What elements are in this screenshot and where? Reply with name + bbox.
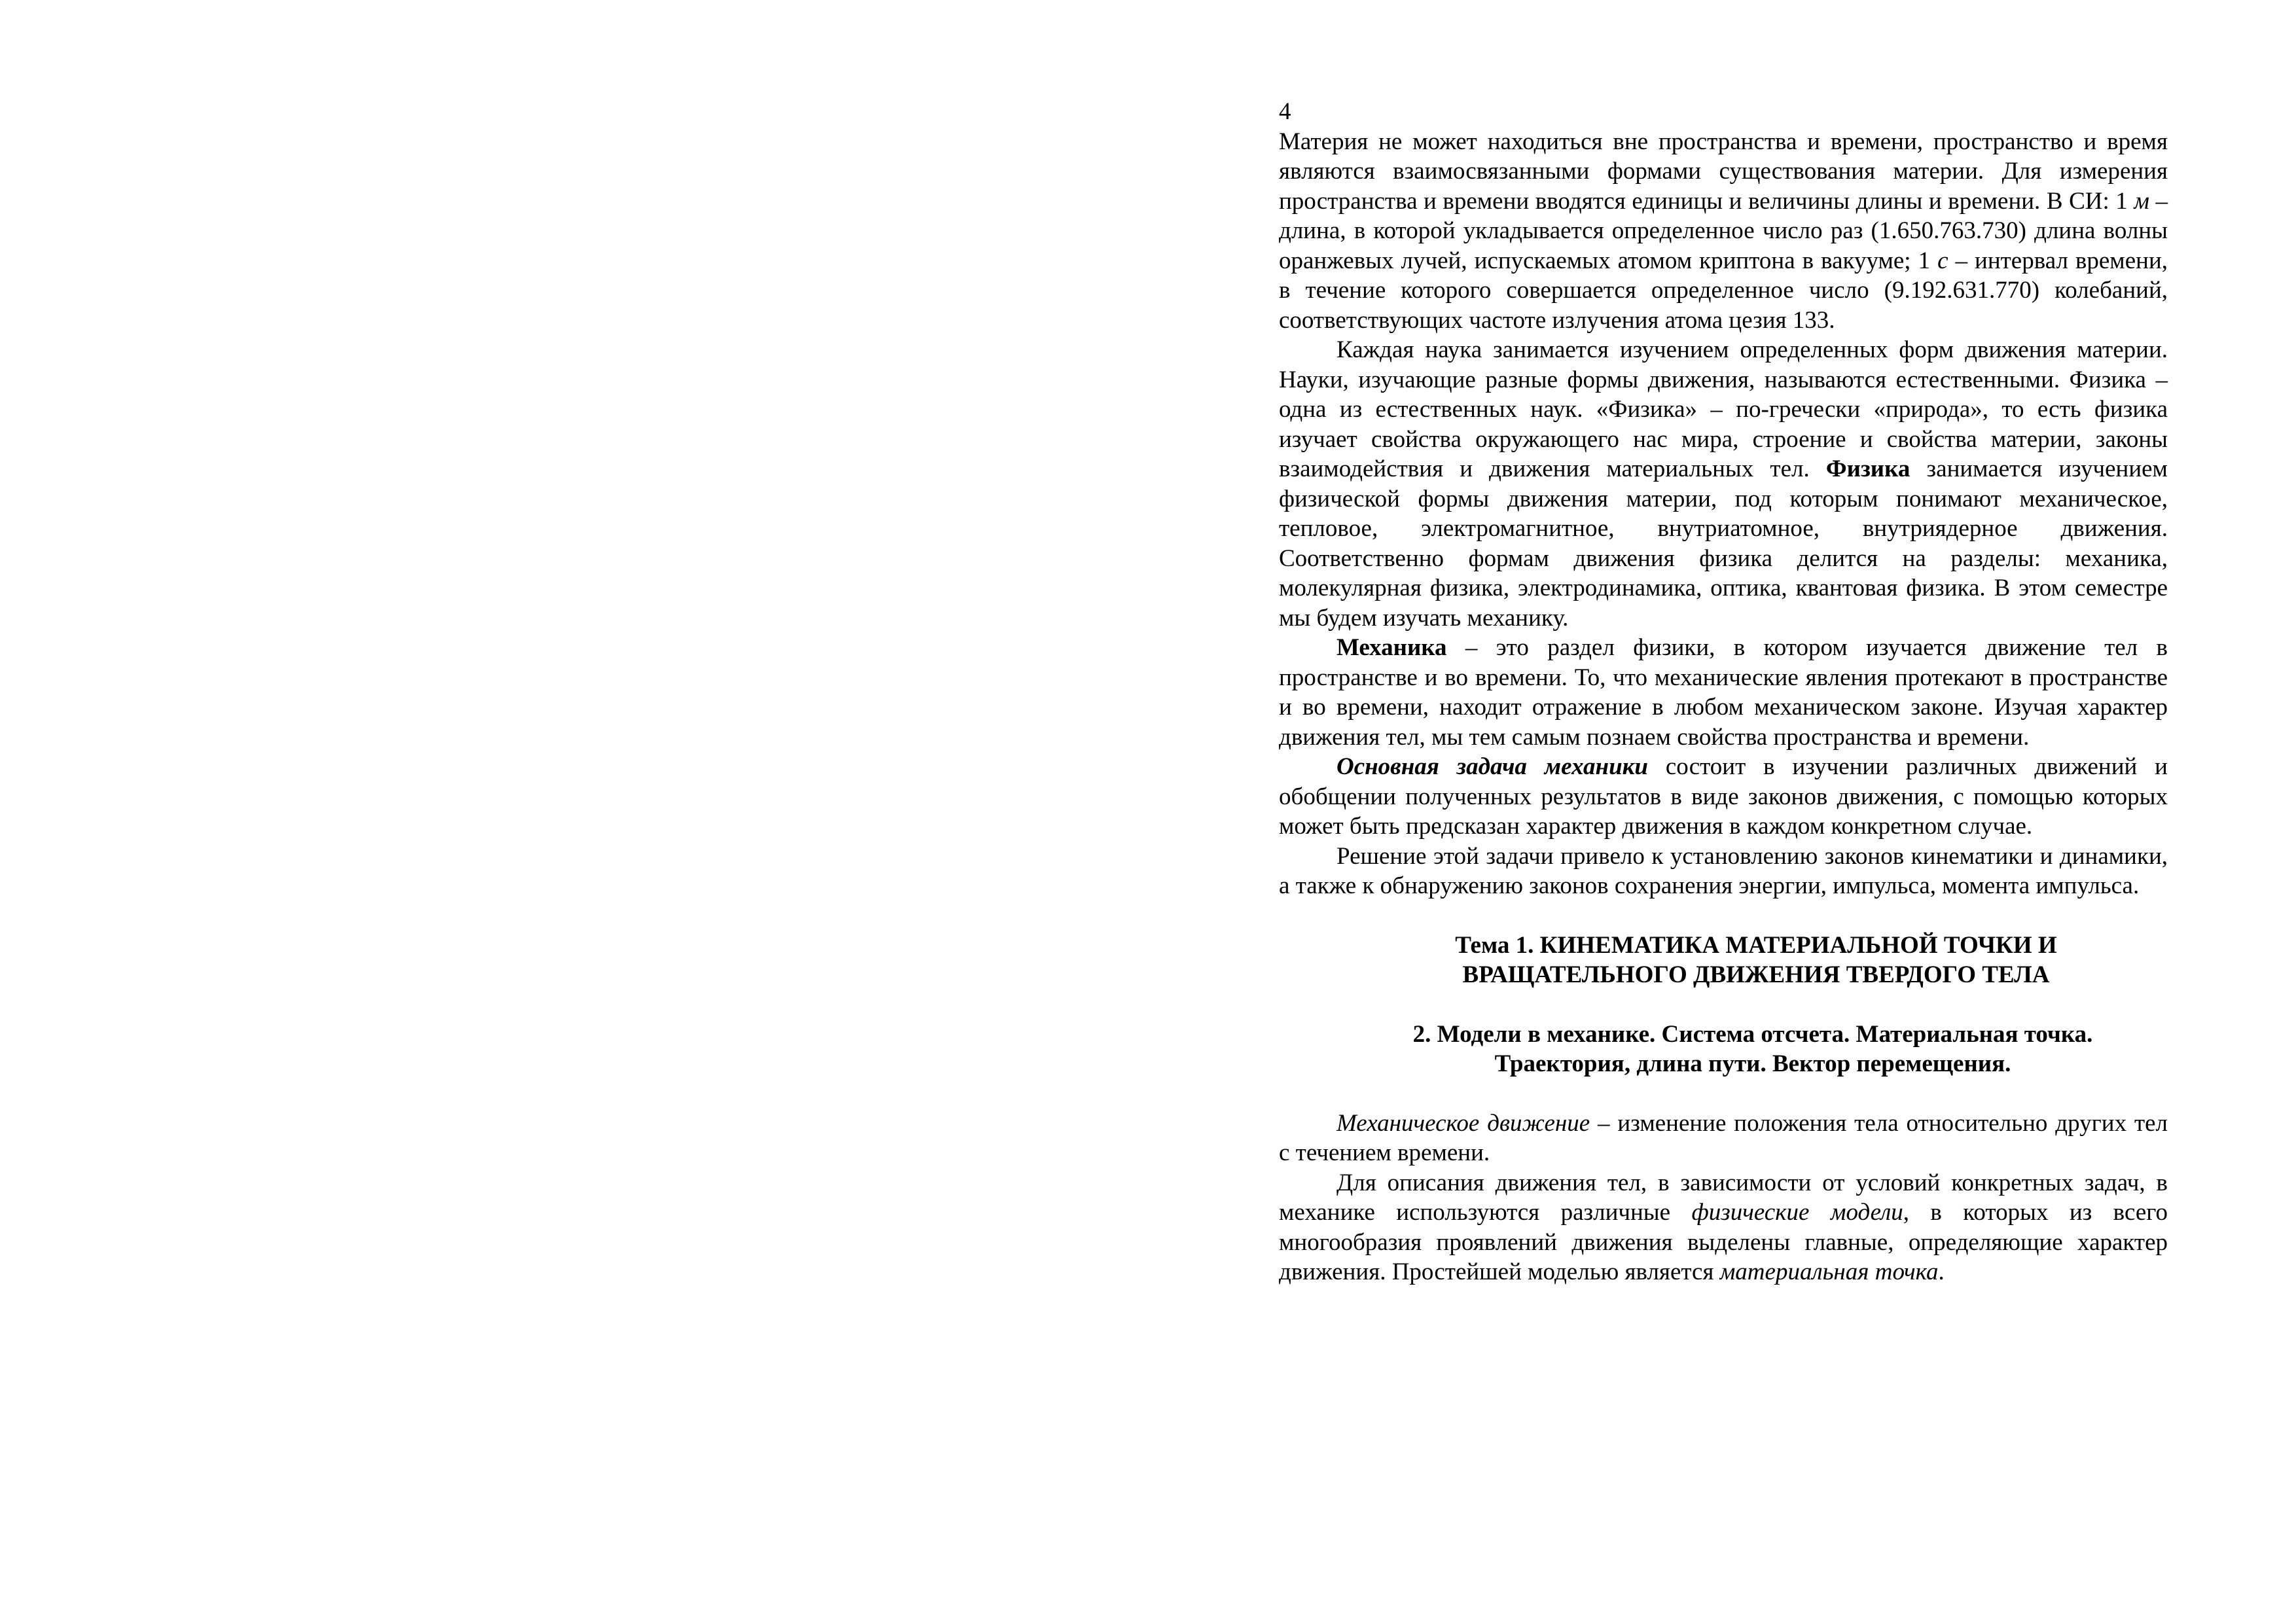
paragraph-models: Для описания движения тел, в зависимости от условий конкретных задач, в механике используются различные физические модели, в которых из всего многообразия проявлений движения выделены главные, определяющие характер движения. Простейшей моделью является материальная точка. <box>1279 1169 2168 1285</box>
unit-second: с <box>1937 247 1948 274</box>
term-material-point: материальная точка <box>1719 1258 1939 1285</box>
paragraph-mechanical-motion: Механическое движение – изменение положения тела относительно других тел с течением времени. <box>1279 1109 2168 1166</box>
paragraph-solution: Решение этой задачи привело к установлению законов кинематики и динамики, а также к обнаружению законов сохранения энергии, импульса, момента импульса. <box>1279 842 2168 899</box>
page-column <box>1279 97 2168 1287</box>
unit-meter: м <box>2134 187 2149 215</box>
paragraph-mechanics: Механика – это раздел физики, в котором изучается движение тел в пространстве и во времени. То, что механические явления протекают в пространстве и во времени, находит отражение в любом механическом законе. Изучая характер движения тел, мы тем самым познаем свойства пространства и времени. <box>1279 634 2168 751</box>
term-physical-models: физические модели <box>1691 1199 1903 1226</box>
term-main-task: Основная задача механики <box>1336 753 1648 780</box>
page-number: 4 <box>1279 98 1291 125</box>
paragraph-main-task: Основная задача механики состоит в изучении различных движений и обобщении полученных результатов в виде законов движения, с помощью которых может быть предсказан характер движения в каждом конкретном случае. <box>1279 753 2168 840</box>
paragraph-sciences: Каждая наука занимается изучением определенных форм движения материи. Науки, изучающие разные формы движения, называются естественными. Физика – одна из естественных наук. «Физика» – по-гречески «природа», то есть физика изучает свойства окружающего нас мира, строение и свойства материи, законы взаимодействия и движения материальных тел. Физика занимается изучением физической формы движения материи, под которым понимают механическое, тепловое, электромагнитное, внутриатомное, внутриядерное движения. Соответственно формам движения физика делится на разделы: механика, молекулярная физика, электродинамика, оптика, квантовая физика. В этом семестре мы будем изучать механику. <box>1279 336 2168 632</box>
topic-heading-line-2: ВРАЩАТЕЛЬНОГО ДВИЖЕНИЯ ТВЕРДОГО ТЕЛА <box>1462 961 2050 988</box>
term-mechanical-motion: Механическое движение <box>1336 1109 1590 1137</box>
section-heading <box>1338 1020 2168 1079</box>
section-heading-line-2: Траектория, длина пути. Вектор перемещения. <box>1494 1050 2011 1077</box>
term-mechanics: Механика <box>1336 634 1447 661</box>
paragraph-matter: Материя не может находиться вне пространства и времени, пространство и время являются взаимосвязанными формами существования материи. Для измерения пространства и времени вводятся единицы и величины длины и времени. В СИ: 1 м – длина, в которой укладывается определенное число раз (1.650.763.730) длина волны оранжевых лучей, испускаемых атомом криптона в вакууме; 1 с – интервал времени, в течение которого совершается определенное число (9.192.631.770) колебаний, соответствующих частоте излучения атома цезия 133. <box>1279 128 2168 334</box>
topic-heading-line-1: Тема 1. КИНЕМАТИКА МАТЕРИАЛЬНОЙ ТОЧКИ И <box>1455 931 2057 959</box>
term-physics: Физика <box>1825 455 1910 482</box>
topic-heading <box>1344 931 2168 990</box>
section-heading-line-1: 2. Модели в механике. Система отсчета. Материальная точка. <box>1412 1020 2093 1048</box>
